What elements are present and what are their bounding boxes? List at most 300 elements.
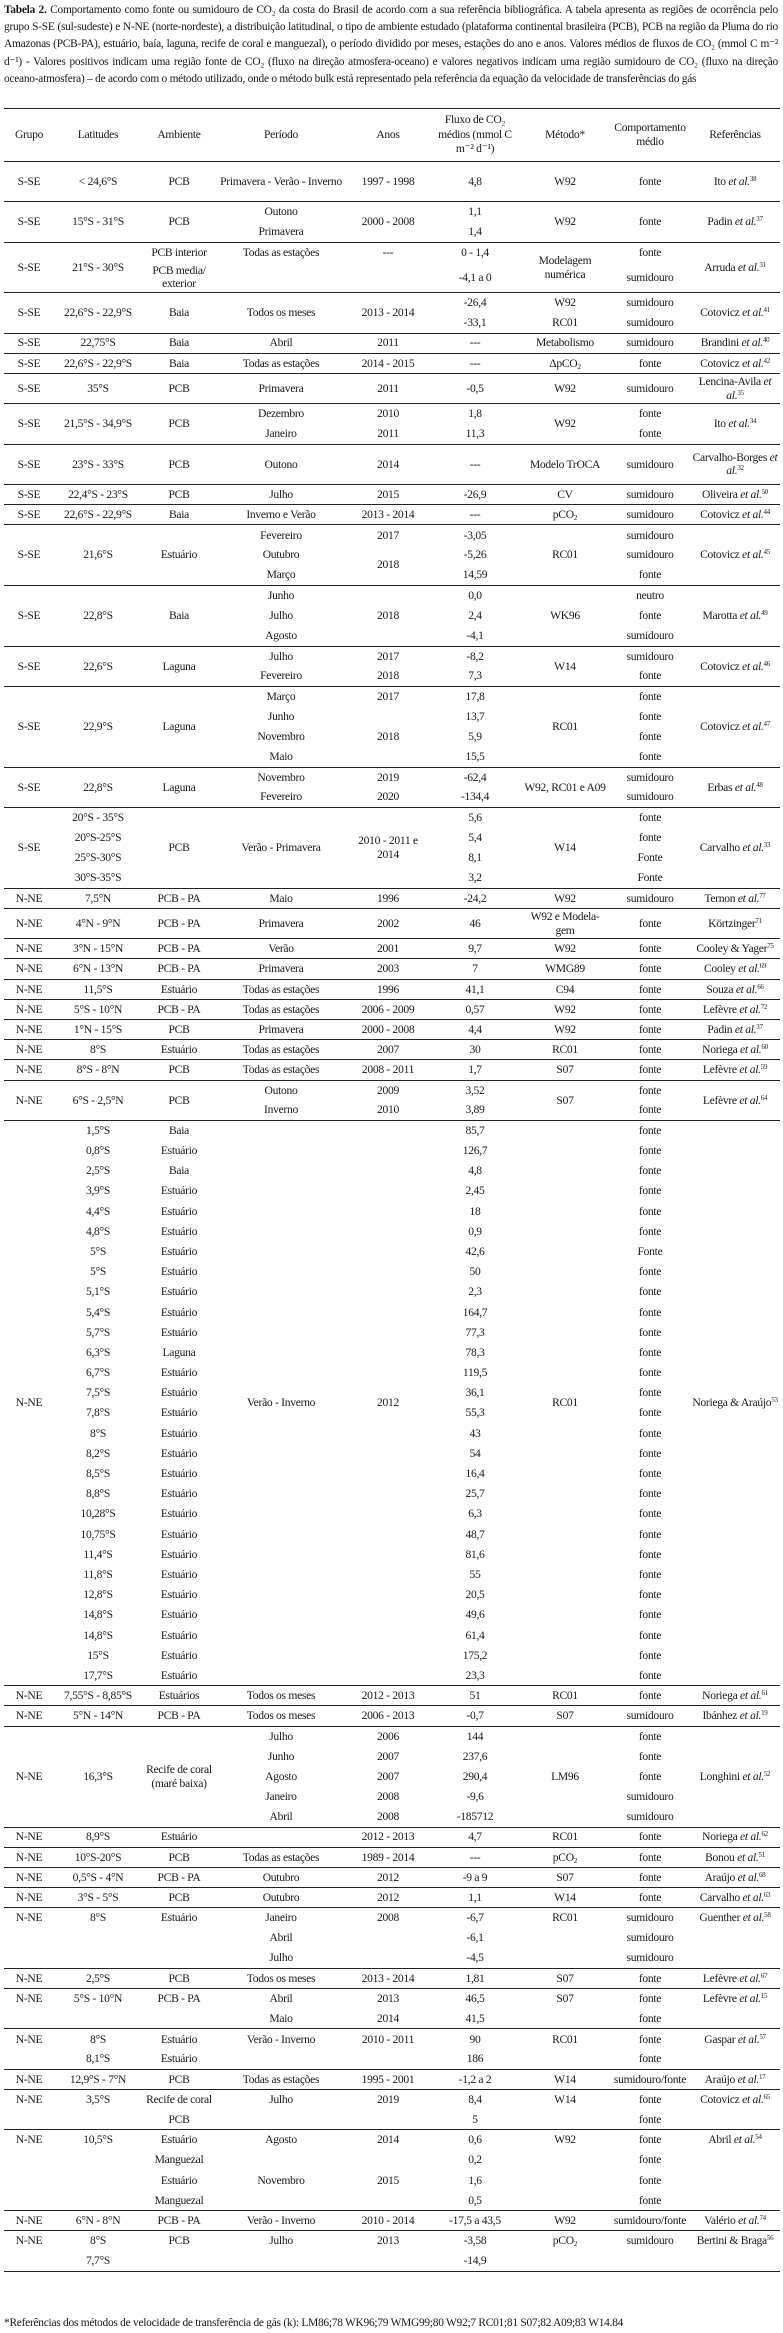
cell-periodo: Janeiro: [265, 1790, 297, 1804]
cell-anos: 2008: [377, 1911, 399, 1925]
cell-fluxo: 4,8: [468, 174, 482, 188]
table-group: [4, 1888, 780, 1908]
cell-periodo: Todos os meses: [246, 1689, 316, 1703]
cell-periodo: Novembro: [257, 2173, 305, 2187]
cell-periodo: Verão - Inverno: [246, 1396, 316, 1410]
cell-ambiente: Estuário: [160, 1487, 198, 1501]
cell-metodo: pCO$_2$: [552, 508, 578, 523]
cell-grupo: [4, 1948, 54, 1968]
cell-fluxo: 7,3: [468, 669, 482, 683]
cell-ambiente: Estuário: [160, 1911, 198, 1925]
cell-metodo: RC01: [552, 720, 578, 734]
cell-grupo: N-NE: [15, 942, 43, 956]
cell-grupo: N-NE: [15, 2032, 43, 2046]
cell-referencia: Cotovicz et al.$^{42}$: [700, 356, 770, 370]
cell-referencia: [690, 1948, 780, 1968]
cell-periodo: Verão - Inverno: [246, 2213, 316, 2227]
cell-fluxo: 43: [469, 1426, 481, 1440]
cell-referencia: Lefèvre et al.$^{67}$: [702, 1971, 768, 1985]
cell-latitude: 22,8°S: [83, 780, 113, 794]
cell-comportamento: fonte: [638, 609, 662, 623]
cell-latitude: [54, 2190, 142, 2210]
cell-metodo: S07: [556, 1063, 574, 1077]
cell-grupo: N-NE: [15, 1769, 43, 1783]
table-row: [4, 1888, 780, 1908]
cell-referencia: Cotovicz et al.$^{45}$: [700, 548, 770, 562]
cell-comportamento: fonte: [638, 1184, 662, 1198]
cell-ambiente: Laguna: [162, 720, 196, 734]
cell-periodo: Outubro: [262, 548, 300, 562]
cell-fluxo: 4,4: [468, 1022, 482, 1036]
cell-anos: 2009: [377, 1083, 399, 1097]
cell-comportamento: Fonte: [637, 1244, 663, 1258]
table-row: [4, 374, 780, 404]
cell-comportamento: sumidouro: [626, 548, 674, 562]
cell-comportamento: fonte: [638, 1890, 662, 1904]
cell-comportamento: sumidouro: [626, 381, 674, 395]
cell-fluxo: 5,9: [468, 730, 482, 744]
cell-comportamento: fonte: [638, 669, 662, 683]
cell-ambiente: Estuário: [160, 1224, 198, 1238]
table-group: [4, 293, 780, 333]
cell-referencia: Carvalho et al.$^{33}$: [699, 841, 771, 855]
cell-latitude: 35°S: [87, 381, 109, 395]
cell-ambiente: Estuário: [160, 1184, 198, 1198]
cell-metodo: [520, 2049, 610, 2069]
cell-fluxo: 14,59: [462, 568, 488, 582]
cell-metodo: W92: [554, 296, 576, 310]
cell-latitude: 10,28°S: [80, 1507, 116, 1521]
cell-fluxo: 11,3: [465, 427, 485, 441]
cell-periodo: Outono: [264, 1083, 298, 1097]
cell-referencia: Souza et al.$^{66}$: [706, 982, 764, 996]
cell-comportamento: fonte: [638, 2093, 662, 2107]
cell-grupo: S-SE: [17, 841, 41, 855]
cell-fluxo: -24,2: [463, 891, 487, 905]
cell-grupo: S-SE: [17, 457, 41, 471]
cell-metodo: Metabolismo: [536, 336, 594, 350]
table-group: [4, 767, 780, 807]
cell-ambiente: PCB - PA: [157, 1870, 201, 1884]
cell-periodo: Junho: [267, 709, 295, 723]
cell-referencia: Lefèvre et al.$^{64}$: [702, 1093, 768, 1107]
cell-comportamento: fonte: [638, 1366, 662, 1380]
cell-grupo: N-NE: [15, 1971, 43, 1985]
cell-metodo: W92: [554, 1022, 576, 1036]
cell-latitude: 5,4°S: [85, 1305, 111, 1319]
cell-latitude: 22,6°S - 22,9°S: [64, 306, 132, 320]
table-group: [4, 444, 780, 484]
cell-latitude: 5°S: [90, 1244, 106, 1258]
cell-anos: 2012 - 2013: [361, 1689, 415, 1703]
cell-latitude: 8,5°S: [85, 1467, 111, 1481]
cell-metodo: W92: [554, 381, 576, 395]
cell-grupo: S-SE: [17, 548, 41, 562]
cell-comportamento: sumidouro: [626, 1709, 674, 1723]
cell-periodo: [216, 262, 346, 292]
co2-flux-table: [4, 108, 780, 2272]
cell-metodo: RC01: [552, 1830, 578, 1844]
cell-periodo: Março: [266, 690, 296, 704]
cell-latitude: 12,8°S: [83, 1588, 113, 1602]
cell-comportamento: fonte: [638, 2052, 662, 2066]
cell-fluxo: 237,6: [462, 1749, 488, 1763]
cell-fluxo: 41,5: [465, 2011, 485, 2025]
cell-comportamento: sumidouro: [626, 1931, 674, 1945]
table-row: [4, 525, 780, 545]
cell-referencia: [690, 2190, 780, 2210]
cell-ambiente: Estuário: [160, 1204, 198, 1218]
cell-comportamento: sumidouro: [626, 649, 674, 663]
table-group: [4, 485, 780, 505]
cell-anos: 2000 - 2008: [361, 1022, 415, 1036]
table-group: [4, 939, 780, 959]
table-group: [4, 2089, 780, 2129]
cell-metodo: S07: [556, 1709, 574, 1723]
cell-referencia: Ito et al.$^{34}$: [713, 417, 757, 431]
cell-grupo: N-NE: [15, 1709, 43, 1723]
cell-anos: 1997 - 1998: [361, 174, 415, 188]
cell-periodo: Verão - Primavera: [241, 841, 321, 855]
cell-anos: 2010 - 2014: [361, 2213, 415, 2227]
cell-fluxo: 55: [469, 1567, 481, 1581]
cell-ambiente: Estuário: [160, 1507, 198, 1521]
table-row: [4, 1060, 780, 1080]
cell-latitude: 22,4°S - 23°S: [68, 487, 128, 501]
cell-latitude: 3,9°S: [85, 1184, 111, 1198]
cell-fluxo: 49,6: [465, 1608, 485, 1622]
cell-fluxo: 48,7: [465, 1527, 485, 1541]
cell-anos: [346, 2251, 430, 2271]
table-group: [4, 959, 780, 979]
cell-fluxo: -5,26: [463, 548, 487, 562]
cell-ambiente: Estuário: [160, 548, 198, 562]
cell-metodo: W92: [554, 174, 576, 188]
table-group: [4, 333, 780, 353]
cell-comportamento: fonte: [638, 1285, 662, 1299]
cell-comportamento: fonte: [638, 2153, 662, 2167]
cell-comportamento: fonte: [638, 709, 662, 723]
cell-periodo: Outono: [264, 205, 298, 219]
cell-comportamento: sumidouro: [626, 2234, 674, 2248]
cell-comportamento: fonte: [638, 215, 662, 229]
cell-ambiente: Estuário: [160, 1830, 198, 1844]
cell-latitude: 22,6°S - 22,9°S: [64, 356, 132, 370]
cell-referencia: Ibánhez et al.$^{19}$: [702, 1709, 768, 1723]
cell-periodo: [216, 2190, 346, 2210]
cell-comportamento: fonte: [638, 1124, 662, 1138]
cell-fluxo: 17,8: [465, 690, 485, 704]
cell-metodo: W92 e Modela-gem: [530, 910, 600, 937]
cell-anos: 2013: [377, 1992, 399, 2006]
cell-grupo: S-SE: [17, 336, 41, 350]
cell-anos: 2018: [377, 729, 399, 743]
table-row: [4, 1020, 780, 1040]
cell-anos: 2006 - 2013: [361, 1709, 415, 1723]
cell-metodo: W92: [554, 1002, 576, 1016]
cell-comportamento: fonte: [638, 1386, 662, 1400]
table-group: [4, 1120, 780, 1685]
cell-metodo: Modelo TrOCA: [529, 457, 601, 471]
cell-periodo: Janeiro: [265, 1911, 297, 1925]
cell-comportamento: Fonte: [637, 851, 663, 865]
cell-latitude: 8,2°S: [85, 1446, 111, 1460]
cell-fluxo: ---: [469, 356, 481, 370]
cell-comportamento: sumidouro/fonte: [613, 2072, 687, 2086]
table-row: [4, 1908, 780, 1928]
cell-grupo: S-SE: [17, 487, 41, 501]
cell-comportamento: fonte: [638, 831, 662, 845]
cell-anos: 2013 - 2014: [361, 1971, 415, 1985]
cell-comportamento: fonte: [638, 1729, 662, 1743]
cell-fluxo: 15,5: [465, 750, 485, 764]
cell-fluxo: -134,4: [460, 790, 490, 804]
cell-fluxo: 1,4: [468, 225, 482, 239]
cell-fluxo: 186: [466, 2052, 484, 2066]
cell-latitude: 21°S - 30°S: [72, 260, 124, 274]
cell-latitude: 15°S: [87, 1648, 109, 1662]
cell-latitude: 1,5°S: [85, 1124, 111, 1138]
cell-referencia: [690, 2110, 780, 2130]
header-fluxo: Fluxo de CO₂ médios (mmol C m⁻² d⁻¹): [438, 113, 512, 156]
cell-fluxo: 30: [469, 1043, 481, 1057]
cell-fluxo: -1,2 a 2: [458, 2072, 492, 2086]
cell-latitude: 5°S: [90, 1265, 106, 1279]
cell-metodo: W92: [554, 942, 576, 956]
cell-latitude: 12,9°S - 7°N: [69, 2072, 127, 2086]
cell-periodo: Janeiro: [265, 427, 297, 441]
cell-latitude: [54, 2150, 142, 2170]
cell-ambiente: Estuário: [160, 1325, 198, 1339]
table-row: [4, 808, 780, 828]
cell-fluxo: 61,4: [465, 1628, 485, 1642]
cell-referencia: [690, 2009, 780, 2029]
cell-ambiente: Estuário: [160, 2173, 198, 2187]
cell-ambiente: Baia: [168, 1164, 190, 1178]
cell-ambiente: Estuário: [160, 1547, 198, 1561]
cell-ambiente: PCB - PA: [157, 2213, 201, 2227]
cell-periodo: Abril: [269, 1992, 293, 2006]
cell-metodo: [520, 1928, 610, 1948]
cell-latitude: 6,7°S: [85, 1366, 111, 1380]
cell-referencia: Ito et al.$^{38}$: [713, 174, 757, 188]
cell-comportamento: fonte: [638, 174, 662, 188]
table-row: [4, 909, 780, 939]
cell-latitude: 10,5°S: [83, 2133, 113, 2147]
table-row: [4, 404, 780, 424]
table-row: [4, 2231, 780, 2251]
cell-fluxo: 20,5: [465, 1588, 485, 1602]
cell-metodo: S07: [556, 1971, 574, 1985]
cell-fluxo: -62,4: [463, 770, 487, 784]
table-row: [4, 2130, 780, 2150]
cell-comportamento: fonte: [638, 1487, 662, 1501]
table-row: [4, 646, 780, 666]
cell-referencia: Valério et al.$^{74}$: [704, 2213, 766, 2227]
cell-periodo: Agosto: [265, 628, 297, 642]
cell-metodo: [520, 2110, 610, 2130]
footnote: *Referências dos métodos de velocidade de transferência de gás (k): LM86;78 WK96;79 WMG99;80 W92;7 RC01;81 S07;82 A09;83 W14.84: [4, 2317, 624, 2329]
cell-latitude: 22,6°S - 22,9°S: [64, 508, 132, 522]
cell-comportamento: fonte: [638, 1022, 662, 1036]
cell-comportamento: fonte: [638, 2011, 662, 2025]
cell-ambiente: [142, 1948, 216, 1968]
cell-comportamento: Fonte: [637, 871, 663, 885]
table-row: [4, 162, 780, 202]
cell-fluxo: 9,7: [468, 942, 482, 956]
cell-periodo: Julho: [269, 2093, 293, 2107]
cell-comportamento: fonte: [638, 2173, 662, 2187]
cell-fluxo: 1,6: [468, 2173, 482, 2187]
cell-anos: 2006: [377, 1729, 399, 1743]
cell-periodo: Todas as estações: [242, 982, 320, 996]
cell-grupo: N-NE: [15, 1890, 43, 1904]
cell-referencia: Brandini et al.$^{40}$: [700, 336, 770, 350]
cell-latitude: [54, 2009, 142, 2029]
table-row: [4, 1120, 780, 1140]
cell-latitude: 2,5°S: [85, 1164, 111, 1178]
cell-latitude: 4,4°S: [85, 1204, 111, 1218]
cell-metodo: RC01: [552, 316, 578, 330]
cell-metodo: WK96: [550, 609, 580, 623]
cell-comportamento: fonte: [638, 1527, 662, 1541]
cell-anos: 2013 - 2014: [361, 508, 415, 522]
cell-ambiente: PCB: [168, 174, 190, 188]
cell-periodo: Fevereiro: [260, 790, 302, 804]
cell-comportamento: neutro: [636, 589, 664, 603]
cell-periodo: Abril: [269, 1931, 293, 1945]
cell-fluxo: 0,0: [468, 589, 482, 603]
cell-comportamento: sumidouro: [626, 1911, 674, 1925]
cell-fluxo: -8,2: [466, 649, 484, 663]
cell-latitude: 7,8°S: [85, 1406, 111, 1420]
cell-anos: 2017: [377, 690, 399, 704]
cell-fluxo: 5,6: [468, 811, 482, 825]
cell-anos: 2000 - 2008: [361, 215, 415, 229]
cell-metodo: [520, 2009, 610, 2029]
cell-comportamento: sumidouro: [626, 487, 674, 501]
table-row: [4, 2049, 780, 2069]
cell-comportamento: fonte: [638, 1547, 662, 1561]
cell-metodo: Modelagem numérica: [538, 254, 592, 281]
cell-latitude: 23°S - 33°S: [72, 457, 124, 471]
cell-fluxo: 3,89: [465, 1103, 485, 1117]
cell-periodo: Julho: [269, 609, 293, 623]
cell-comportamento: sumidouro: [626, 628, 674, 642]
cell-ambiente: Estuário: [160, 2032, 198, 2046]
cell-ambiente: PCB - PA: [157, 962, 201, 976]
cell-comportamento: fonte: [638, 982, 662, 996]
cell-comportamento: fonte: [638, 690, 662, 704]
cell-metodo: pCO$_2$: [552, 1850, 578, 1865]
cell-periodo: Maio: [269, 891, 293, 905]
table-caption: [4, 2, 778, 88]
cell-fluxo: 0,5: [468, 2193, 482, 2207]
cell-comportamento: fonte: [638, 1850, 662, 1864]
cell-referencia: Araújo et al.$^{68}$: [704, 1870, 766, 1884]
cell-periodo: Todas as estações: [242, 2072, 320, 2086]
cell-grupo: S-SE: [17, 417, 41, 431]
cell-fluxo: 85,7: [465, 1124, 485, 1138]
table-row: [4, 1827, 780, 1847]
cell-comportamento: fonte: [638, 1204, 662, 1218]
cell-grupo: [4, 2190, 54, 2210]
cell-periodo: Todas as estações: [242, 1063, 320, 1077]
cell-referencia: Körtzinger$^{71}$: [708, 916, 762, 930]
cell-periodo: Todas as estações: [242, 1002, 320, 1016]
table-group: [4, 1867, 780, 1887]
cell-grupo: N-NE: [15, 1850, 43, 1864]
cell-anos: 2017: [377, 649, 399, 663]
cell-metodo: S07: [556, 1093, 574, 1107]
cell-grupo: [4, 1928, 54, 1948]
table-row: [4, 293, 780, 313]
cell-comportamento: sumidouro: [626, 457, 674, 471]
cell-metodo: pCO$_2$: [552, 2234, 578, 2249]
cell-metodo: [520, 1948, 610, 1968]
cell-ambiente: Baia: [168, 508, 190, 522]
cell-referencia: Noriega et al.$^{61}$: [702, 1689, 768, 1703]
cell-fluxo: 25,7: [465, 1487, 485, 1501]
cell-anos: 2010: [377, 407, 399, 421]
cell-fluxo: 23,3: [465, 1668, 485, 1682]
table-group: [4, 1040, 780, 1060]
table-row: [4, 1989, 780, 2009]
cell-latitude: 11,4°S: [83, 1547, 113, 1561]
table-group: [4, 353, 780, 373]
cell-periodo: Todos os meses: [246, 306, 316, 320]
table-row: [4, 767, 780, 787]
cell-anos: 2017: [377, 528, 399, 542]
cell-grupo: N-NE: [15, 891, 43, 905]
table-group: [4, 646, 780, 686]
cell-ambiente: Estuário: [160, 982, 198, 996]
cell-fluxo: ---: [469, 336, 481, 350]
cell-ambiente: Estuários: [158, 1689, 200, 1703]
cell-grupo: N-NE: [15, 1063, 43, 1077]
cell-comportamento: fonte: [638, 1144, 662, 1158]
cell-latitude: 7,7°S: [85, 2254, 111, 2268]
cell-metodo: W14: [554, 2072, 576, 2086]
cell-metodo: [520, 2251, 610, 2271]
cell-referencia: Cotovicz et al.$^{46}$: [700, 659, 770, 673]
header-row: [4, 109, 780, 162]
cell-periodo: Junho: [267, 1749, 295, 1763]
table-row: [4, 999, 780, 1019]
cell-comportamento: fonte: [638, 1830, 662, 1844]
cell-grupo: N-NE: [15, 2093, 43, 2107]
cell-metodo: RC01: [552, 1911, 578, 1925]
cell-periodo: Inverno: [264, 1103, 298, 1117]
cell-ambiente: Estuário: [160, 1285, 198, 1299]
cell-comportamento: fonte: [638, 750, 662, 764]
cell-periodo: [216, 2049, 346, 2069]
cell-fluxo: 0 - 1,4: [461, 245, 489, 259]
cell-fluxo: ---: [469, 508, 481, 522]
cell-latitude: 2,5°S: [85, 1971, 111, 1985]
cell-referencia: Carvalho-Borges et al.$^{32}$: [692, 450, 778, 478]
cell-fluxo: -0,5: [466, 381, 484, 395]
cell-comportamento: fonte: [638, 1406, 662, 1420]
cell-ambiente: Estuário: [160, 1366, 198, 1380]
cell-periodo: Outubro: [262, 1890, 300, 1904]
cell-latitude: 4,8°S: [85, 1224, 111, 1238]
cell-ambiente: Estuário: [160, 1144, 198, 1158]
cell-latitude: 10,75°S: [80, 1527, 116, 1541]
cell-comportamento: sumidouro: [626, 528, 674, 542]
table-row: [4, 1080, 780, 1100]
cell-latitude: 8,8°S: [85, 1487, 111, 1501]
